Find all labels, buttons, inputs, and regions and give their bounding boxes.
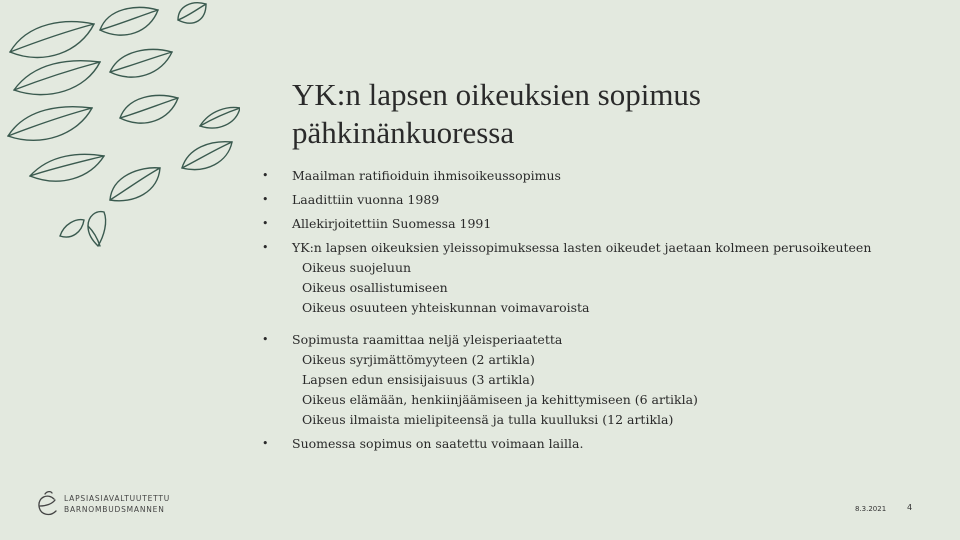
bullet-marker: • xyxy=(262,169,269,182)
sub-item-text: Oikeus elämään, henkiinjäämiseen ja kehittymiseen (6 artikla) xyxy=(302,392,698,407)
bullet-marker: • xyxy=(262,217,269,230)
logo-text-finnish: LAPSIASIAVALTUUTETTU xyxy=(64,494,171,503)
leaf-pattern-icon xyxy=(0,0,240,270)
list-item-text: Sopimusta raamittaa neljä yleisperiaatetta xyxy=(292,332,563,347)
sub-item-text: Oikeus suojeluun xyxy=(302,260,412,275)
title-line-2: pähkinänkuoressa xyxy=(292,115,515,150)
sub-item-text: Oikeus syrjimättömyyteen (2 artikla) xyxy=(302,352,535,367)
ombudsman-logo xyxy=(34,489,194,521)
title-line-1: YK:n lapsen oikeuksien sopimus xyxy=(292,77,701,112)
bullet-marker: • xyxy=(262,437,269,450)
list-item xyxy=(262,166,922,186)
list-item xyxy=(262,214,922,234)
slide-title xyxy=(292,76,912,152)
bullet-marker: • xyxy=(262,193,269,206)
list-item xyxy=(262,330,922,430)
sub-item-text: Oikeus ilmaista mielipiteensä ja tulla kuulluksi (12 artikla) xyxy=(302,412,674,427)
sub-item-text: Lapsen edun ensisijaisuus (3 artikla) xyxy=(302,372,535,387)
bullet-marker: • xyxy=(262,241,269,254)
list-item xyxy=(262,434,922,454)
ombudsman-logo-icon xyxy=(34,489,62,521)
slide-date: 8.3.2021 xyxy=(855,505,887,513)
sub-item-text: Oikeus osuuteen yhteiskunnan voimavaroista xyxy=(302,300,590,315)
list-item-text: Allekirjoitettiin Suomessa 1991 xyxy=(292,216,492,231)
list-item-text: Maailman ratifioiduin ihmisoikeussopimus xyxy=(292,168,561,183)
logo-text-swedish: BARNOMBUDSMANNEN xyxy=(64,505,165,514)
sub-item-text: Oikeus osallistumiseen xyxy=(302,280,448,295)
bullet-marker: • xyxy=(262,333,269,346)
list-item-text: Laadittiin vuonna 1989 xyxy=(292,192,440,207)
list-item xyxy=(262,238,922,318)
bullet-list xyxy=(262,166,922,454)
page-number: 4 xyxy=(907,503,913,512)
list-item-text: Suomessa sopimus on saatettu voimaan lailla. xyxy=(292,436,584,451)
list-item xyxy=(262,190,922,210)
list-item-text: YK:n lapsen oikeuksien yleissopimuksessa lasten oikeudet jaetaan kolmeen perusoikeuteen xyxy=(292,240,872,255)
